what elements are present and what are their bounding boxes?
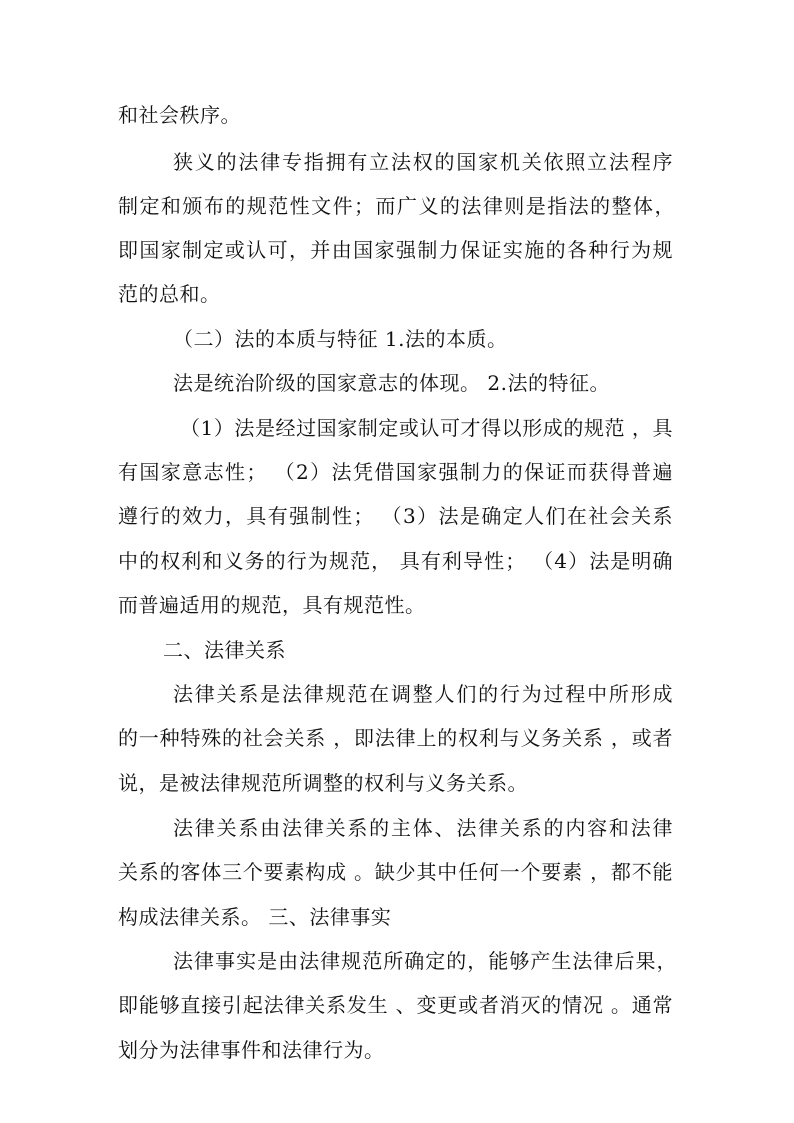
- text-line: 说，是被法律规范所调整的权利与义务关系。: [118, 771, 528, 795]
- text-line: 遵行的效力，具有强制性； （3）法是确定人们在社会关系: [118, 504, 673, 528]
- text-line: 的一种特殊的社会关系 ，即法律上的权利与义务关系 ，或者: [118, 726, 673, 750]
- text-line: 法律关系由法律关系的主体、法律关系的内容和法律: [173, 816, 673, 840]
- text-line: 狭义的法律专指拥有立法权的国家机关依照立法程序: [173, 150, 673, 174]
- text-line: 法律事实是由法律规范所确定的，能够产生法律后果，: [173, 949, 677, 973]
- text-line: 范的总和。: [118, 282, 221, 306]
- text-line: 划分为法律事件和法律行为。: [118, 1038, 385, 1062]
- section-heading: 二、法律关系: [163, 638, 286, 662]
- text-line: 法是统治阶级的国家意志的体现。 2.法的特征。: [173, 371, 610, 395]
- text-line: 而普遍适用的规范，具有规范性。: [118, 593, 426, 617]
- text-line: 即国家制定或认可，并由国家强制力保证实施的各种行为规: [118, 238, 673, 262]
- text-line: 中的权利和义务的行为规范， 具有利导性； （4）法是明确: [118, 549, 673, 573]
- text-line: （二）法的本质与特征 1.法的本质。: [173, 327, 508, 351]
- text-line: 即能够直接引起法律关系发生 、变更或者消灭的情况 。通常: [118, 993, 673, 1017]
- text-line: 法律关系是法律规范在调整人们的行为过程中所形成: [173, 682, 673, 706]
- text-line: 和社会秩序。: [118, 103, 241, 127]
- text-line: 关系的客体三个要素构成 。缺少其中任何一个要素 ，都不能: [118, 860, 673, 884]
- text-line: 有国家意志性； （2）法凭借国家强制力的保证而获得普遍: [118, 460, 673, 484]
- text-line: 制定和颁布的规范性文件；而广义的法律则是指法的整体，: [118, 194, 675, 218]
- text-line: 构成法律关系。 三、法律事实: [118, 905, 392, 929]
- text-line: （1）法是经过国家制定或认可才得以形成的规范 ，具: [180, 416, 673, 440]
